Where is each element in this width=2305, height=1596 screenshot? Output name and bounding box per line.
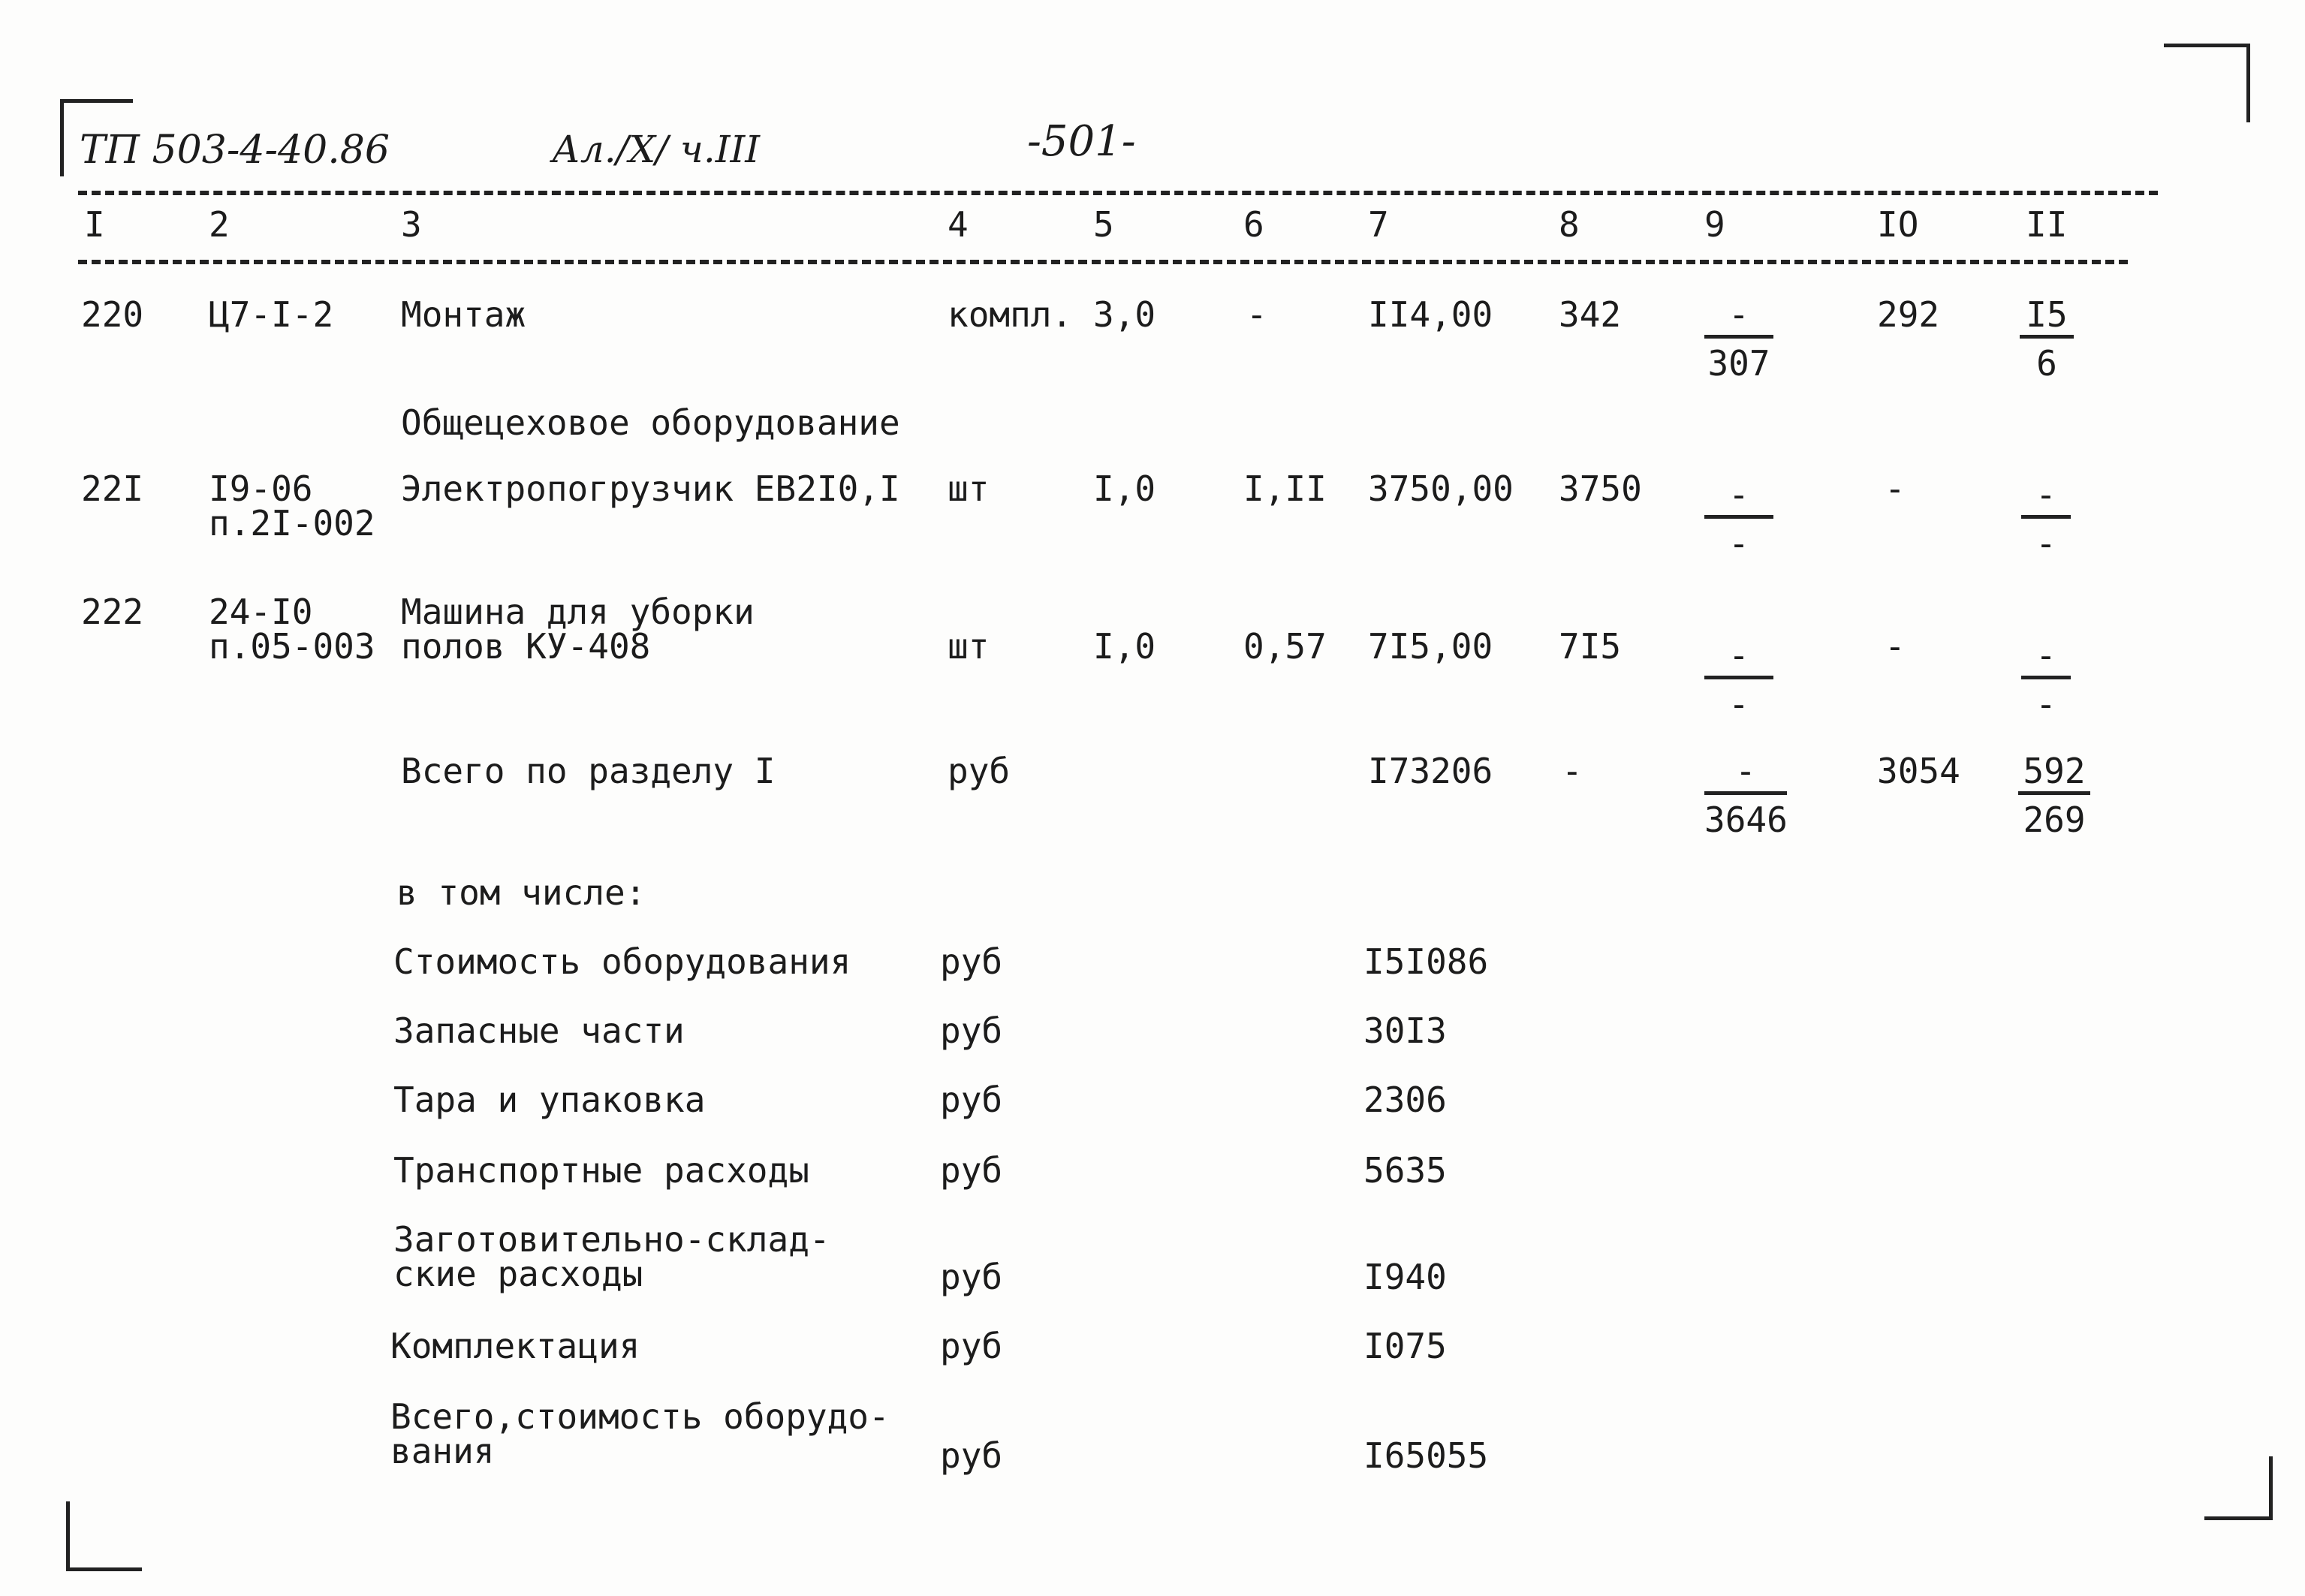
col-header-5: 5 — [1093, 204, 1114, 245]
unit-price: 7I5,00 — [1368, 626, 1493, 667]
unit-price: 3750,00 — [1368, 468, 1514, 509]
section-heading: Общецеховое оборудование — [401, 402, 900, 443]
col-header-10: IO — [1877, 204, 1919, 245]
col10-value: 3054 — [1877, 751, 1960, 791]
row-number: 22I — [81, 468, 144, 509]
total-cost: 3750 — [1559, 468, 1642, 509]
price-code-line2: п.05-003 — [209, 626, 375, 667]
breakdown-unit: руб — [940, 1150, 1003, 1191]
breakdown-unit: руб — [940, 1080, 1003, 1120]
col11-denominator: - — [2035, 684, 2056, 724]
col9-denominator: - — [1728, 523, 1749, 564]
breakdown-value: 30I3 — [1363, 1010, 1447, 1051]
item-name-line2: полов КУ-408 — [401, 626, 651, 667]
col11-fraction — [2020, 294, 2074, 384]
weight: - — [1246, 294, 1267, 335]
price-code-line2: п.2I-002 — [209, 503, 375, 544]
corner-mark-bottom-left — [66, 1501, 142, 1571]
col11-denominator: 269 — [2023, 800, 2086, 840]
row-number: 220 — [81, 294, 144, 335]
col11-fraction — [2021, 635, 2071, 724]
col-header-1: I — [84, 204, 105, 245]
quantity: 3,0 — [1093, 294, 1156, 335]
col9-fraction — [1704, 751, 1788, 840]
quantity: I,0 — [1093, 468, 1156, 509]
total-cost: 7I5 — [1559, 626, 1622, 667]
col9-fraction — [1704, 294, 1773, 384]
item-name: Электропогрузчик ЕВ2I0,I — [401, 468, 900, 509]
unit: компл. — [948, 294, 1073, 335]
breakdown-label-line1: Всего,стоимость оборудо- — [390, 1396, 890, 1437]
breakdown-label-line2: ские расходы — [393, 1254, 643, 1294]
breakdown-value: 2306 — [1363, 1080, 1447, 1120]
total-cost: 342 — [1559, 294, 1622, 335]
col9-denominator: - — [1728, 684, 1749, 724]
quantity: I,0 — [1093, 626, 1156, 667]
breakdown-value: I65055 — [1363, 1435, 1489, 1476]
breakdown-unit: руб — [940, 1435, 1003, 1476]
col-header-11: II — [2026, 204, 2068, 245]
corner-mark-bottom-right — [2204, 1456, 2273, 1520]
col-header-6: 6 — [1243, 204, 1264, 245]
col11-fraction — [2018, 751, 2090, 840]
col-header-3: 3 — [401, 204, 422, 245]
col9-denominator: 3646 — [1704, 800, 1788, 840]
col11-denominator: - — [2035, 523, 2056, 564]
album-ref: Ал./Х/ ч.III — [552, 128, 761, 171]
doc-code — [80, 128, 390, 173]
col10-value: - — [1885, 626, 1906, 667]
breakdown-label: Комплектация — [390, 1326, 640, 1366]
unit: руб — [948, 751, 1011, 791]
breakdown-label: Тара и упаковка — [393, 1080, 706, 1120]
col9-numerator: - — [1704, 638, 1773, 679]
unit: шт — [948, 468, 990, 509]
col-header-7: 7 — [1368, 204, 1389, 245]
weight: 0,57 — [1243, 626, 1327, 667]
col-header-9: 9 — [1704, 204, 1725, 245]
price-code-line1: I9-06 — [209, 468, 313, 509]
col11-fraction — [2021, 474, 2071, 564]
total-label: Всего по разделу I — [401, 751, 776, 791]
col10-value: 292 — [1877, 294, 1940, 335]
col9-numerator: - — [1704, 477, 1773, 519]
header-rule-bottom — [78, 260, 2128, 264]
corner-mark-top-right — [2164, 44, 2250, 122]
breakdown-label-line2: вания — [390, 1431, 495, 1471]
total-cost: - — [1562, 751, 1583, 791]
col11-denominator: 6 — [2036, 343, 2057, 384]
col11-numerator: - — [2021, 477, 2071, 519]
unit-price: I73206 — [1368, 751, 1493, 791]
col9-numerator: - — [1704, 754, 1787, 795]
col-header-4: 4 — [948, 204, 969, 245]
weight: I,II — [1243, 468, 1327, 509]
header-rule-top — [78, 191, 2158, 195]
breakdown-value: I075 — [1363, 1326, 1447, 1366]
breakdown-unit: руб — [940, 941, 1003, 982]
col9-denominator: 307 — [1707, 343, 1770, 384]
row-number: 222 — [81, 592, 144, 632]
page-number: -501- — [1027, 117, 1136, 166]
col11-numerator: - — [2021, 638, 2071, 679]
unit: шт — [948, 626, 990, 667]
col-header-8: 8 — [1559, 204, 1580, 245]
breakdown-label: Запасные части — [393, 1010, 685, 1051]
unit-price: II4,00 — [1368, 294, 1493, 335]
col11-numerator: I5 — [2020, 297, 2074, 339]
col9-numerator: - — [1704, 297, 1773, 339]
breakdown-value: I940 — [1363, 1257, 1447, 1297]
breakdown-value: I5I086 — [1363, 941, 1489, 982]
breakdown-label: Транспортные расходы — [393, 1150, 809, 1191]
item-name-line1: Машина для уборки — [401, 592, 755, 632]
col9-fraction — [1704, 474, 1773, 564]
col-header-2: 2 — [209, 204, 230, 245]
breakdown-value: 5635 — [1363, 1150, 1447, 1191]
price-code: Ц7-I-2 — [209, 294, 334, 335]
breakdown-unit: руб — [940, 1010, 1003, 1051]
breakdown-unit: руб — [940, 1257, 1003, 1297]
col10-value: - — [1885, 468, 1906, 509]
col11-numerator: 592 — [2018, 754, 2090, 795]
breakdown-unit: руб — [940, 1326, 1003, 1366]
doc-code-text: ТП 503-4-40.86 — [80, 128, 390, 173]
breakdown-label-line1: Заготовительно-склад- — [393, 1219, 830, 1260]
breakdown-label: Стоимость оборудования — [393, 941, 851, 982]
including-label: в том числе: — [396, 872, 646, 913]
item-name: Монтаж — [401, 294, 526, 335]
price-code-line1: 24-I0 — [209, 592, 313, 632]
col9-fraction — [1704, 635, 1773, 724]
